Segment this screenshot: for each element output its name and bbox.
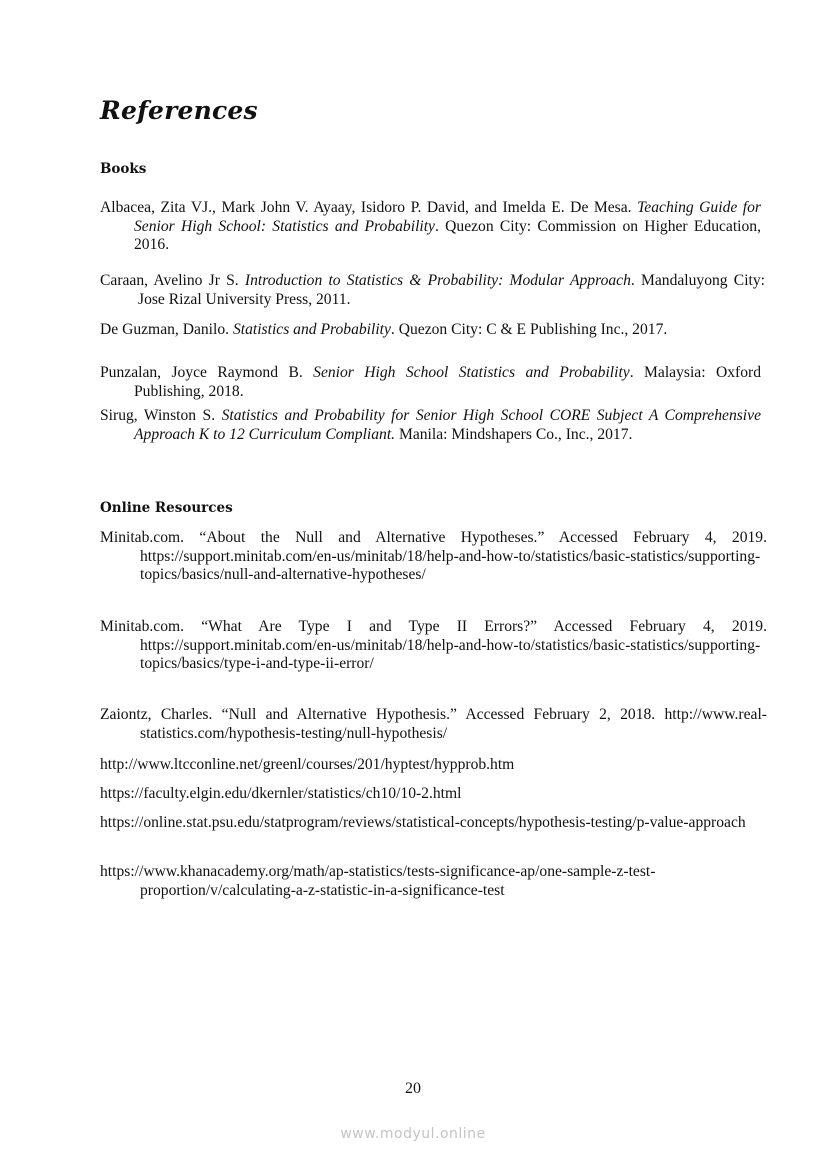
online-reference-url[interactable]: http://www.ltcconline.net/greenl/courses/201/hyptest/hypprob.htm — [100, 756, 515, 773]
reference-author: Punzalan, Joyce Raymond B. — [100, 364, 314, 381]
page-number: 20 — [405, 1080, 421, 1097]
online-reference: Zaiontz, Charles. “Null and Alternative Hypothesis.” Accessed February 2, 2018. http://www.real-statistics.com/hypothesis-testing/null-hypothesis/ — [100, 706, 767, 742]
reference-publication: . Quezon City: Commission on Higher Education, 2016. — [134, 217, 761, 254]
section-title-books: Books — [100, 161, 147, 177]
online-reference-url[interactable]: https://faculty.elgin.edu/dkernler/statistics/ch10/10-2.html — [100, 785, 462, 802]
reference-title: Statistics and Probability for Senior High School CORE Subject A Comprehensive Approach K to 12 Curriculum Compliant. — [134, 407, 761, 443]
book-reference — [100, 321, 761, 340]
reference-author: Albacea, Zita VJ., Mark John V. Ayaay, Isidoro P. David, and Imelda E. De Mesa. — [100, 199, 638, 216]
reference-title: Statistics and Probability — [232, 321, 391, 338]
book-reference — [100, 199, 761, 255]
reference-author: De Guzman, Danilo. — [100, 321, 233, 338]
watermark: www.modyul.online — [340, 1126, 486, 1142]
section-title-online-resources: Online Resources — [100, 500, 233, 516]
reference-publication: Manila: Mindshapers Co., Inc., 2017. — [395, 425, 633, 443]
online-reference: Minitab.com. “About the Null and Alternative Hypotheses.” Accessed February 4, 2019. https://support.minitab.com/en-us/minitab/18/help-and-how-to/statistics/basic-statistics/supporting-topics/basics/null-and-alternative-hypotheses/ — [100, 529, 767, 584]
book-reference — [100, 272, 765, 309]
reference-publication: . Mandaluyong City: Jose Rizal University Press, 2011. — [138, 272, 765, 308]
page-title: References — [100, 96, 258, 125]
reference-publication: . Malaysia: Oxford Publishing, 2018. — [134, 364, 761, 400]
reference-author: Caraan, Avelino Jr S. — [100, 272, 245, 289]
reference-publication: . Quezon City: C & E Publishing Inc., 2017. — [390, 321, 668, 338]
reference-author: Sirug, Winston S. — [100, 407, 222, 424]
reference-title: Teaching Guide for Senior High School: Statistics and Probability — [134, 199, 761, 235]
reference-title: Senior High School Statistics and Probability — [313, 364, 630, 381]
book-reference — [100, 364, 761, 401]
book-reference — [100, 407, 761, 444]
reference-title: Introduction to Statistics & Probability: Modular Approach — [244, 272, 631, 289]
online-reference-url[interactable]: https://www.khanacademy.org/math/ap-statistics/tests-significance-ap/one-sample-z-test-proportion/v/calculating-a-z-statistic-in-a-significance-test — [100, 863, 656, 899]
online-reference-url[interactable]: https://online.stat.psu.edu/statprogram/reviews/statistical-concepts/hypothesis-testing/p-value-approach — [100, 814, 746, 831]
online-reference: Minitab.com. “What Are Type I and Type II Errors?” Accessed February 4, 2019. https://support.minitab.com/en-us/minitab/18/help-and-how-to/statistics/basic-statistics/supporting-topics/basics/type-i-and-type-ii-error/ — [100, 618, 767, 673]
